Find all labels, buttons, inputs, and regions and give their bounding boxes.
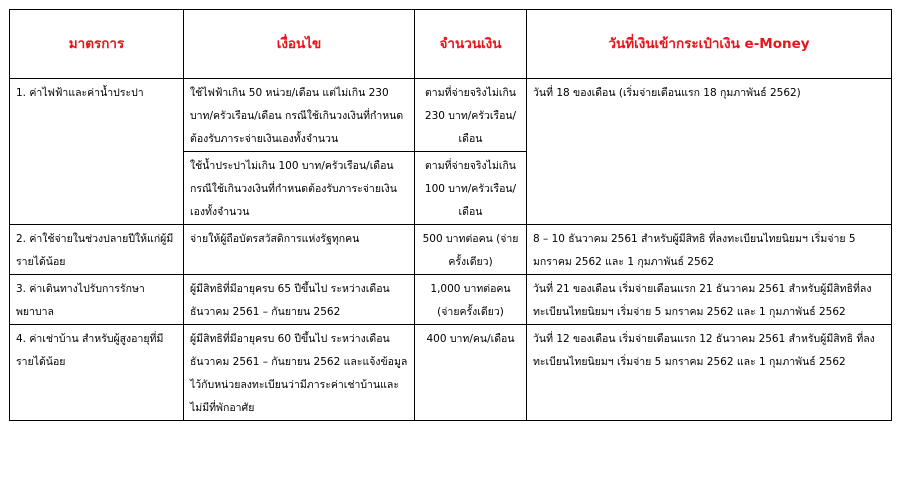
condition-cell: จ่ายให้ผู้ถือบัตรสวัสดิการแห่งรัฐทุกคน xyxy=(184,225,415,275)
table-row xyxy=(10,79,892,152)
measure-cell: 4. ค่าเช่าบ้าน สำหรับผู้สูงอายุที่มีรายได้น้อย xyxy=(10,325,184,421)
date-cell: วันที่ 12 ของเดือน เริ่มจ่ายเดือนแรก 12 ธันวาคม 2561 สำหรับผู้มีสิทธิ ที่ลงทะเบียนไทยนิยมฯ เริ่มจ่าย 5 มกราคม 2562 และ 1 กุมภาพันธ์ 2562 xyxy=(527,325,892,421)
header-row xyxy=(10,10,892,79)
amount-cell: 1,000 บาทต่อคน (จ่ายครั้งเดียว) xyxy=(415,275,527,325)
date-cell: วันที่ 21 ของเดือน เริ่มจ่ายเดือนแรก 21 ธันวาคม 2561 สำหรับผู้มีสิทธิที่ลงทะเบียนไทยนิยมฯ เริ่มจ่าย 5 มกราคม 2562 และ 1 กุมภาพันธ์ 2562 xyxy=(527,275,892,325)
amount-cell: 400 บาท/คน/เดือน xyxy=(415,325,527,421)
measures-table xyxy=(9,9,892,421)
header-condition: เงื่อนไข xyxy=(184,10,415,79)
table-row xyxy=(10,225,892,275)
condition-cell: ผู้มีสิทธิที่มีอายุครบ 60 ปีขึ้นไป ระหว่างเดือนธันวาคม 2561 – กันยายน 2562 และแจ้งข้อมูลไว้กับหน่วยลงทะเบียนว่ามีภาระค่าเช่าบ้านและไม่มีที่พักอาศัย xyxy=(184,325,415,421)
date-cell: 8 – 10 ธันวาคม 2561 สำหรับผู้มีสิทธิ ที่ลงทะเบียนไทยนิยมฯ เริ่มจ่าย 5 มกราคม 2562 และ 1 กุมภาพันธ์ 2562 xyxy=(527,225,892,275)
measure-cell: 2. ค่าใช้จ่ายในช่วงปลายปีให้แก่ผู้มีรายได้น้อย xyxy=(10,225,184,275)
amount-cell: ตามที่จ่ายจริงไม่เกิน 100 บาท/ครัวเรือน/เดือน xyxy=(415,152,527,225)
amount-cell: 500 บาทต่อคน (จ่ายครั้งเดียว) xyxy=(415,225,527,275)
measure-cell: 1. ค่าไฟฟ้าและค่าน้ำประปา xyxy=(10,79,184,225)
table-row xyxy=(10,325,892,421)
header-date: วันที่เงินเข้ากระเป๋าเงิน e-Money xyxy=(527,10,892,79)
measure-cell: 3. ค่าเดินทางไปรับการรักษาพยาบาล xyxy=(10,275,184,325)
amount-cell: ตามที่จ่ายจริงไม่เกิน 230 บาท/ครัวเรือน/เดือน xyxy=(415,79,527,152)
date-cell: วันที่ 18 ของเดือน (เริ่มจ่ายเดือนแรก 18 กุมภาพันธ์ 2562) xyxy=(527,79,892,225)
header-measure: มาตรการ xyxy=(10,10,184,79)
condition-cell: ผู้มีสิทธิที่มีอายุครบ 65 ปีขึ้นไป ระหว่างเดือนธันวาคม 2561 – กันยายน 2562 xyxy=(184,275,415,325)
condition-cell: ใช้ไฟฟ้าเกิน 50 หน่วย/เดือน แต่ไม่เกิน 230 บาท/ครัวเรือน/เดือน กรณีใช้เกินวงเงินที่กำหนดต้องรับภาระจ่ายเงินเองทั้งจำนวน xyxy=(184,79,415,152)
table-row xyxy=(10,275,892,325)
condition-cell: ใช้น้ำประปาไม่เกิน 100 บาท/ครัวเรือน/เดือน กรณีใช้เกินวงเงินที่กำหนดต้องรับภาระจ่ายเงินเองทั้งจำนวน xyxy=(184,152,415,225)
header-amount: จำนวนเงิน xyxy=(415,10,527,79)
